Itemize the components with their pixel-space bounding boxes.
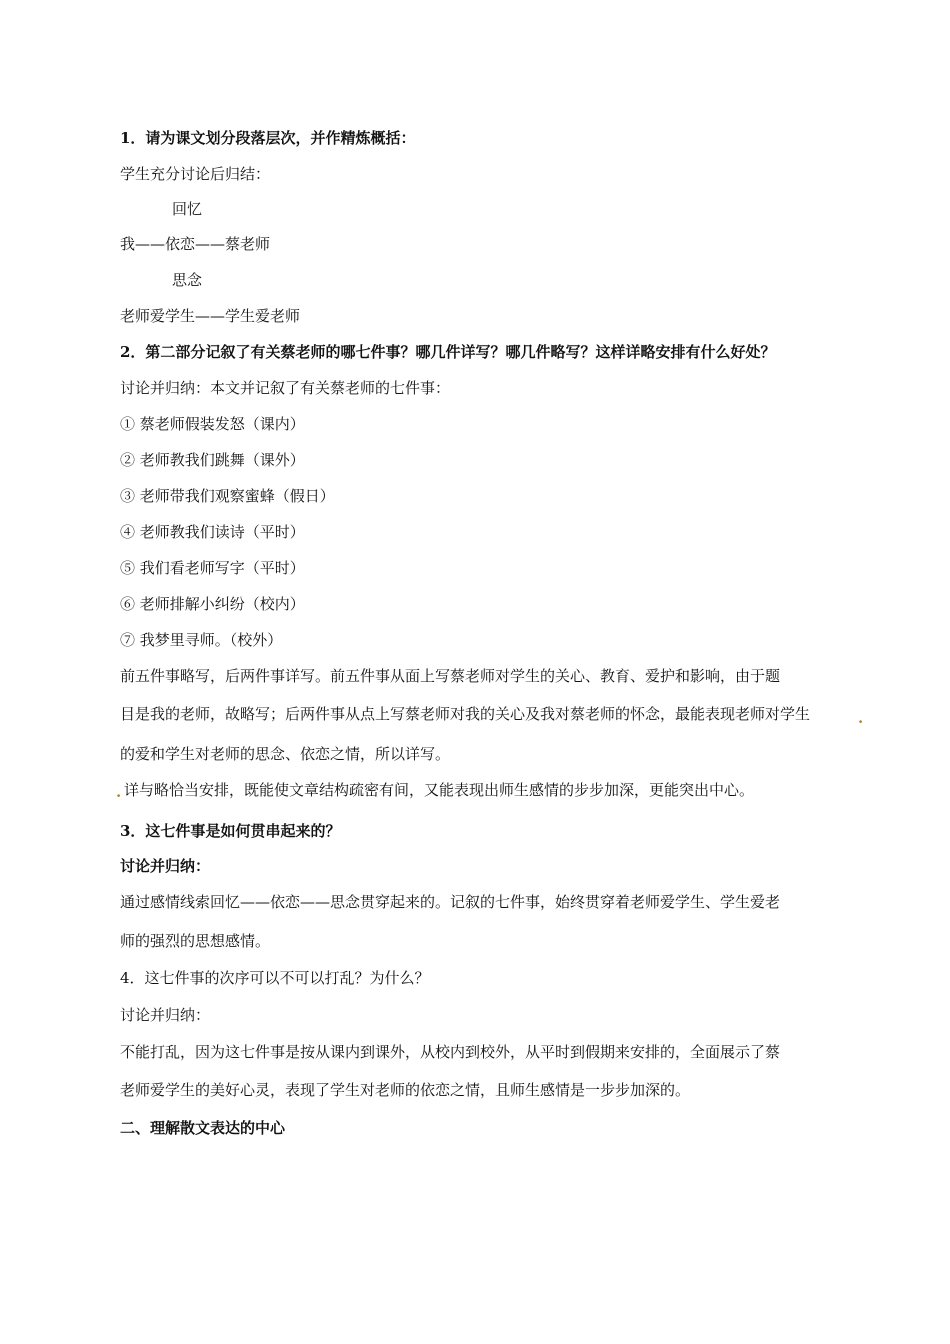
event-item-6: ⑥ 老师排解小纠纷（校内）	[120, 595, 305, 613]
event-item-5: ⑤ 我们看老师写字（平时）	[120, 559, 305, 577]
label-huiyi: 回忆	[172, 200, 203, 218]
event-item-3: ③ 老师带我们观察蜜蜂（假日）	[120, 487, 335, 505]
margin-dot-mark: .	[858, 709, 864, 727]
question-2-intro: 讨论并归纳：本文并记叙了有关蔡老师的七件事：	[120, 379, 451, 397]
question-3-intro: 讨论并归纳：	[120, 857, 211, 875]
event-item-2: ② 老师教我们跳舞（课外）	[120, 451, 305, 469]
section-heading-2: 二、理解散文表达的中心	[120, 1119, 286, 1137]
event-item-7: ⑦ 我梦里寻师。（校外）	[120, 631, 283, 649]
emotion-chain: 我——依恋——蔡老师	[120, 235, 271, 253]
label-sinian: 思念	[172, 271, 203, 289]
question-3: 3．这七件事是如何贯串起来的？	[120, 822, 341, 840]
paragraph-4-line-1: 不能打乱，因为这七件事是按从课内到课外，从校内到校外，从平时到假期来安排的，全面展示了蔡	[120, 1043, 781, 1061]
paragraph-1-line-3: 的爱和学生对老师的思念、依恋之情，所以详写。	[120, 745, 451, 763]
paragraph-1-line-1: 前五件事略写，后两件事详写。前五件事从面上写蔡老师对学生的关心、教育、爱护和影响，由于题	[120, 667, 781, 685]
event-item-1: ① 蔡老师假装发怒（课内）	[120, 415, 305, 433]
question-4-intro: 讨论并归纳：	[120, 1006, 211, 1024]
margin-dot-mark: .	[116, 783, 122, 801]
question-2: 2．第二部分记叙了有关蔡老师的哪七件事？哪几件详写？哪几件略写？这样详略安排有什么好处？	[120, 343, 776, 361]
paragraph-4-line-2: 老师爱学生的美好心灵，表现了学生对老师的依恋之情，且师生感情是一步步加深的。	[120, 1081, 691, 1099]
event-item-4: ④ 老师教我们读诗（平时）	[120, 523, 305, 541]
paragraph-3-line-1: 通过感情线索回忆——依恋——思念贯穿起来的。记叙的七件事，始终贯穿着老师爱学生、学生爱老	[120, 893, 781, 911]
question-4: 4．这七件事的次序可以不可以打乱？为什么？	[120, 969, 430, 987]
paragraph-2: 详与略恰当安排，既能使文章结构疏密有间，又能表现出师生感情的步步加深，更能突出中心。	[124, 781, 755, 799]
question-1: 1．请为课文划分段落层次，并作精炼概括：	[120, 129, 416, 147]
love-line: 老师爱学生——学生爱老师	[120, 307, 301, 325]
paragraph-3-line-2: 师的强烈的思想感情。	[120, 932, 271, 950]
question-1-intro: 学生充分讨论后归结：	[120, 165, 271, 183]
paragraph-1-line-2: 目是我的老师，故略写；后两件事从点上写蔡老师对我的关心及我对蔡老师的怀念，最能表现老师对学生	[120, 705, 811, 723]
